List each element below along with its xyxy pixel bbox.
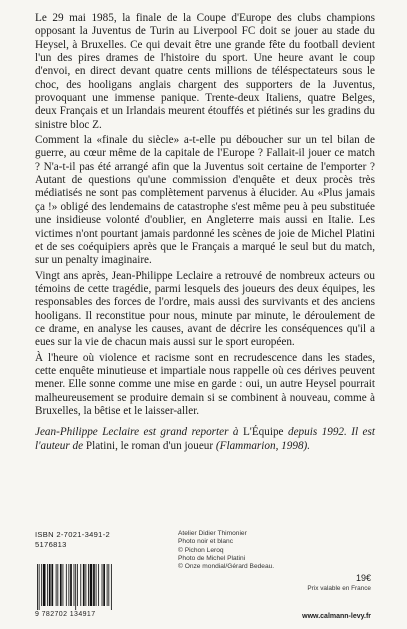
isbn-code: 5176813 [35, 540, 67, 549]
barcode-bar [111, 564, 112, 610]
synopsis [35, 12, 375, 455]
barcode-bar [108, 564, 109, 606]
paragraph-4: À l'heure où violence et racisme sont en recrudescence dans les stades, cette enquête minutieuse et impartiale nous rappelle où ces dérives peuvent mener. Elle sonne comme une mise en garde : oui, un autre Heysel pourrait malheureusement se produire demain si se combinent à nouveau, comme à Bruxelles, la bêtise et le laisser-aller. [35, 351, 375, 417]
bio-part-2: L'Équipe [242, 426, 284, 439]
barcode-bar [39, 564, 40, 610]
price-amount: 19€ [355, 573, 371, 583]
paragraph-3: Vingt ans après, Jean-Philippe Leclaire a retrouvé de nombreux acteurs ou témoins de cette tragédie, parmi lesquels des joueurs des deux équipes, les responsables des forces de l'ordre, mais aussi des survivants et des anciens hooligans. Il reconstitue pour nous, minute par minute, le déroulement de ce drame, en analyse les causes, avant de décrire les conséquences qu'il a eues sur la vie de chacun mais aussi sur le sport européen. [35, 269, 375, 349]
barcode-bar [102, 564, 103, 606]
barcode-bar [77, 564, 78, 606]
barcode-bar [70, 564, 72, 606]
author-bio [35, 426, 375, 453]
barcode-bar [37, 564, 38, 610]
bio-part-3: depuis 1992. Il est l'auteur de [35, 426, 375, 452]
barcode-bar [103, 564, 105, 606]
barcode-bar [88, 564, 89, 606]
barcode-bar [57, 564, 58, 606]
barcode-bar [83, 564, 85, 606]
bio-part-4: Platini, le roman d'un joueur [85, 439, 214, 452]
barcode-bar [56, 564, 57, 606]
isbn-number: ISBN 2-7021-3491-2 [35, 530, 111, 539]
barcode-bar [107, 564, 108, 606]
barcode-digits: 9 782702 134917 [35, 611, 96, 618]
barcode-bar [49, 564, 51, 606]
barcode-bars [35, 564, 127, 610]
barcode-bar [80, 564, 81, 606]
barcode-bar [51, 564, 53, 606]
barcode-bar [93, 564, 95, 606]
price-validity: Prix valable en France [307, 585, 371, 592]
bottom-matter [0, 530, 407, 629]
barcode-bar [68, 564, 69, 606]
credit-line: © Pichon Leroq [178, 546, 224, 554]
paragraph-2: Comment la «finale du siècle» a-t-elle pu déboucher sur un tel bilan de guerre, au cœur même de la capitale de l'Europe ? Fallait-il jouer ce match ? N'a-t-il pas été arrangé afin que la Juventus soit certaine de l'emporter ? Autant de questions qu'une commission d'enquête et deux procès très médiatisés ne sont pas complètement parvenus à élucider. Au «Plus jamais ça !» obligé des lendemains de catastrophe s'est même peu à peu substituée une insidieuse volonté d'oublier, en Angleterre mais aussi en Italie. Les victimes n'ont pourtant jamais pardonné les scènes de joie de Michel Platini et de ses coéquipiers après que le Français a marqué le seul but du match, sur un penalty imaginaire. [35, 134, 375, 267]
credit-line: Atelier Didier Thimonier [178, 530, 247, 537]
credit-line: Photo de Michel Platini [178, 554, 246, 562]
barcode-bar [90, 564, 93, 606]
credit-line: © Onze mondial/Gérard Bedeau. [178, 563, 275, 571]
barcode-bar [41, 564, 42, 606]
barcode-bar [66, 564, 67, 606]
bio-part-1: Jean-Philippe Leclaire est grand reporter à [35, 426, 243, 439]
barcode-bar [85, 564, 86, 606]
paragraph-1: Le 29 mai 1985, la finale de la Coupe d'Europe des clubs champions opposant la Juventus de Turin au Liverpool FC doit se jouer au stade du Heysel, à Bruxelles. Ce qui devait être une grande fête du football devient l'un des pires drames de l'histoire du sport. Une heure avant le coup d'envoi, en direct devant quatre cents millions de téléspectateurs sous le choc, des hooligans anglais chargent des supporters de la Juventus, provoquant une immense panique. Trente-deux Italiens, quatre Belges, deux Français et un Irlandais meurent étouffés et piétinés sur les gradins du sinistre bloc Z. [35, 12, 375, 131]
isbn-block [35, 530, 110, 550]
barcode-bar [96, 564, 97, 606]
barcode-bar [43, 564, 46, 606]
publisher-website[interactable]: www.calmann-levy.fr [302, 613, 371, 620]
barcode-bar [63, 564, 64, 606]
barcode-bar [47, 564, 48, 606]
barcode-bar [60, 564, 62, 606]
price-block [307, 573, 371, 593]
barcode [35, 564, 127, 624]
credit-line: Photo noir et blanc [178, 538, 233, 546]
bio-part-5: (Flammarion, 1998). [213, 439, 311, 452]
photo-credits [178, 530, 274, 571]
barcode-bar [98, 564, 99, 606]
barcode-bar [74, 564, 75, 606]
barcode-bar [75, 564, 76, 610]
